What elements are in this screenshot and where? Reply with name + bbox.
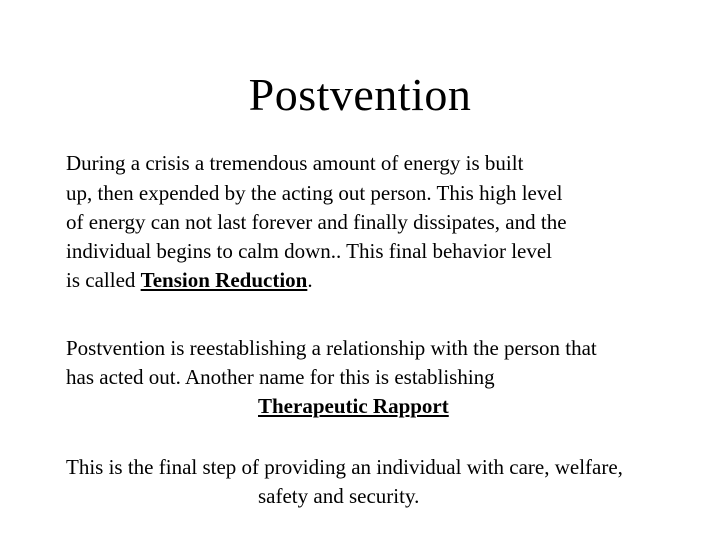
text-line: safety and security. [258, 484, 420, 508]
text-line: up, then expended by the acting out person. This high level [66, 181, 563, 205]
term-tension-reduction: Tension Reduction [140, 268, 308, 292]
text-line: This is the final step of providing an individual with care, welfare, [66, 455, 623, 479]
term-therapeutic-rapport: Therapeutic Rapport [258, 394, 449, 418]
slide-title: Postvention [248, 69, 472, 120]
text-fragment: is called [66, 268, 141, 292]
text-line: During a crisis a tremendous amount of energy is built [66, 151, 524, 175]
text-line: individual begins to calm down.. This final behavior level [66, 239, 553, 263]
text-line: has acted out. Another name for this is establishing [66, 365, 495, 389]
text-fragment: . [307, 268, 313, 292]
text-line: Postvention is reestablishing a relationship with the person that [66, 336, 597, 360]
text-line: of energy can not last forever and finally dissipates, and the [66, 210, 567, 234]
text-line-last [66, 265, 313, 295]
